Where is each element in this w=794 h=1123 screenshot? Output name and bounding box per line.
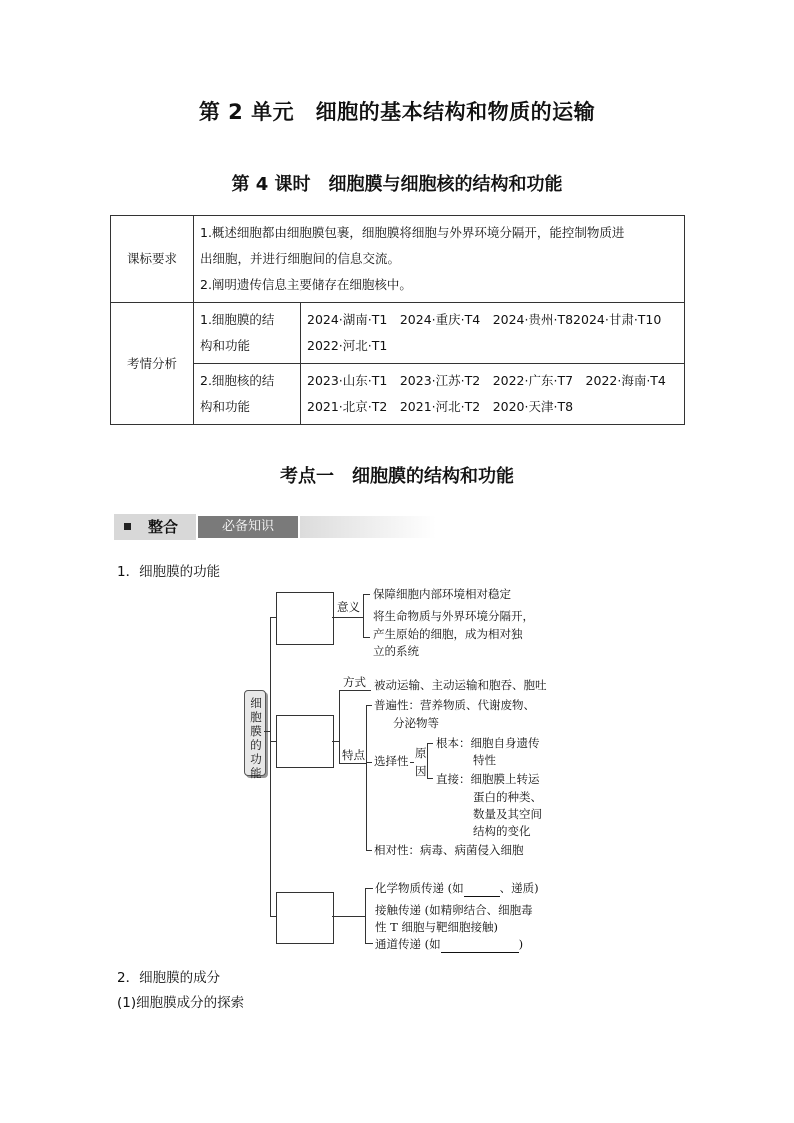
table-cell (194, 216, 685, 303)
unit-title: 第 2 单元 细胞的基本结构和物质的运输 (198, 100, 596, 124)
table-text: 2024·湖南·T1 2024·重庆·T4 2024·贵州·T82024·甘肃·T10 (307, 312, 662, 327)
subsection-heading: (1)细胞膜成分的探索 (117, 995, 245, 1011)
connector (332, 617, 364, 618)
section-banner (114, 514, 436, 540)
table-text: 2.细胞核的结 (200, 373, 275, 388)
feature-label: 特点 (342, 748, 365, 762)
meaning-text-2: 产生原始的细胞，成为相对独 (373, 627, 523, 641)
table-text: 出细胞，并进行细胞间的信息交流。 (200, 251, 401, 266)
universal-text: 普遍性：营养物质、代谢废物、 (374, 698, 535, 712)
chem-transfer-text (375, 880, 539, 897)
connector (363, 594, 370, 595)
connector (410, 762, 414, 763)
square-bullet-icon (124, 523, 131, 530)
table-text: 2022·河北·T1 (307, 338, 388, 353)
connector (332, 916, 366, 917)
banner-right-label: 必备知识 (198, 516, 298, 538)
channel-transfer-label: ) (518, 937, 524, 951)
direct-cause-text: 数量及其空间 (473, 807, 542, 821)
table-row (111, 303, 685, 364)
reason-label: 因 (415, 764, 427, 778)
banner-left-label: 整合 (148, 518, 179, 536)
section-heading: 1．细胞膜的功能 (117, 564, 221, 580)
meaning-text-2: 将生命物质与外界环境分隔开， (373, 609, 534, 623)
root-cause-text: 根本：细胞自身遗传 (436, 736, 540, 750)
reason-label: 原 (415, 746, 427, 760)
table-row-label: 课标要求 (111, 216, 194, 303)
channel-transfer-text (375, 936, 523, 953)
table-row-label: 考情分析 (111, 303, 194, 425)
table-cell (194, 364, 301, 425)
standards-table (110, 215, 685, 425)
table-text: 2021·北京·T2 2021·河北·T2 2020·天津·T8 (307, 399, 574, 414)
relative-text: 相对性：病毒、病菌侵入细胞 (374, 843, 524, 857)
connector (363, 594, 364, 638)
selective-label: 选择性 (374, 754, 409, 768)
universal-text: 分泌物等 (393, 716, 439, 730)
contact-transfer-text: 接触传递 (如精卵结合、细胞毒 (375, 903, 533, 917)
connector (365, 888, 373, 889)
connector (366, 705, 367, 851)
blank-answer-box (276, 592, 334, 645)
table-text: 1.概述细胞都由细胞膜包裹，细胞膜将细胞与外界环境分隔开，能控制物质进 (200, 225, 625, 240)
connector (365, 888, 366, 944)
table-row (111, 216, 685, 303)
table-text: 构和功能 (200, 338, 251, 353)
fill-blank (464, 883, 500, 897)
banner-left (114, 514, 196, 540)
method-text: 被动运输、主动运输和胞吞、胞吐 (374, 678, 547, 692)
banner-fade (300, 516, 436, 538)
table-cell (301, 364, 685, 425)
table-cell (301, 303, 685, 364)
connector (427, 743, 433, 744)
direct-cause-text: 直接：细胞膜上转运 (436, 772, 540, 786)
chem-transfer-label: 、递质) (499, 881, 539, 895)
connector (366, 705, 372, 706)
blank-answer-box (276, 892, 334, 944)
connector (365, 943, 373, 944)
table-cell (194, 303, 301, 364)
table-text: 构和功能 (200, 399, 251, 414)
connector (339, 690, 340, 763)
direct-cause-text: 蛋白的种类、 (473, 790, 542, 804)
channel-transfer-label: 通道传递 (如 (375, 937, 441, 951)
table-text: 2.阐明遗传信息主要储存在细胞核中。 (200, 277, 412, 292)
meaning-text-2: 立的系统 (373, 644, 419, 658)
connector (427, 743, 428, 779)
lesson-title: 第 4 课时 细胞膜与细胞核的结构和功能 (231, 174, 563, 195)
table-text: 2023·山东·T1 2023·江苏·T2 2022·广东·T7 2022·海南·T4 (307, 373, 666, 388)
table-row (111, 364, 685, 425)
method-label: 方式 (343, 675, 366, 689)
root-cause-text: 特性 (473, 753, 496, 767)
connector (367, 690, 371, 691)
connector (366, 850, 372, 851)
connector (270, 617, 271, 917)
contact-transfer-text: 性 T 细胞与靶细胞接触) (375, 920, 498, 934)
meaning-label: 意义 (337, 600, 360, 614)
connector (427, 778, 433, 779)
connector (366, 762, 372, 763)
table-text: 1.细胞膜的结 (200, 312, 275, 327)
meaning-text-1: 保障细胞内部环境相对稳定 (373, 587, 511, 601)
fill-blank (441, 939, 519, 953)
blank-answer-box (276, 715, 334, 768)
topic-title: 考点一 细胞膜的结构和功能 (280, 466, 514, 487)
chem-transfer-label: 化学物质传递 (如 (375, 881, 464, 895)
direct-cause-text: 结构的变化 (473, 824, 531, 838)
connector (363, 637, 370, 638)
section-heading: 2．细胞膜的成分 (117, 970, 221, 986)
diagram-root-label: 细胞膜的功能 (250, 696, 262, 780)
